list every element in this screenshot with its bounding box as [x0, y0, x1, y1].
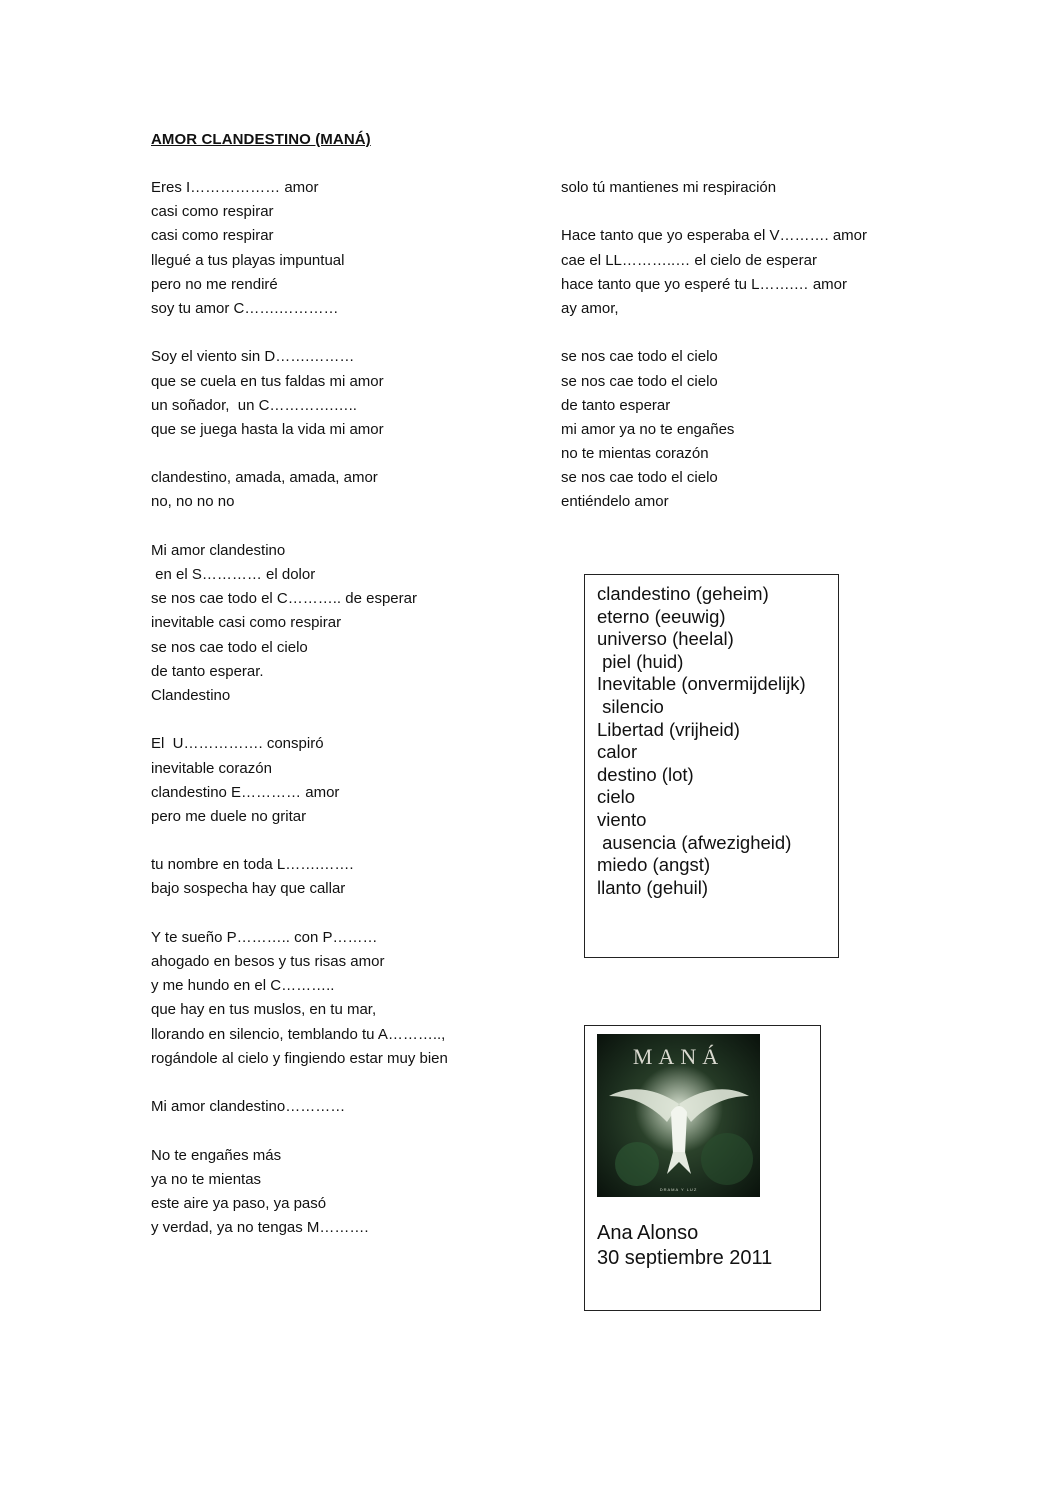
lyric-line: rogándole al cielo y fingiendo estar muy bien [151, 1049, 448, 1067]
vocabulary-item: destino (lot) [597, 763, 694, 785]
lyric-line: no te mientas corazón [561, 445, 709, 463]
lyric-line: cae el LL………..… el cielo de esperar [561, 251, 817, 269]
vocabulary-item: eterno (eeuwig) [597, 605, 726, 627]
album-cover-title: MANÁ [632, 1044, 725, 1069]
lyrics-right-column [561, 176, 867, 515]
lyric-line: no, no no no [151, 493, 235, 511]
lyric-line: Mi amor clandestino………… [151, 1098, 346, 1116]
lyric-line [151, 321, 448, 345]
lyric-line: tu nombre en toda L…….……. [151, 856, 354, 874]
lyric-line: pero no me rendiré [151, 275, 278, 293]
lyric-line: Mi amor clandestino [151, 541, 286, 559]
song-title: AMOR CLANDESTINO (MANÁ) [151, 131, 371, 148]
lyric-line [151, 829, 448, 853]
vocabulary-item: cielo [597, 786, 636, 808]
lyric-line [151, 1119, 448, 1143]
lyric-line: Soy el viento sin D…….……… [151, 348, 355, 366]
lyric-line: Y te sueño P……….. con P……… [151, 928, 378, 946]
lyric-line [151, 515, 448, 539]
lyric-line: de tanto esperar [561, 396, 671, 414]
vocabulary-item: silencio [597, 695, 664, 717]
lyric-line: y me hundo en el C……….. [151, 977, 335, 995]
album-cover-subtitle: DRAMA Y LUZ [659, 1187, 698, 1192]
lyric-line [561, 321, 867, 345]
lyric-line [151, 442, 448, 466]
lyric-line: soy tu amor C…….………… [151, 299, 339, 317]
lyric-line: El U……………. conspiró [151, 735, 324, 753]
lyric-line: y verdad, ya no tengas M………. [151, 1219, 369, 1237]
vocabulary-item: llanto (gehuil) [597, 876, 709, 898]
credit-line: 30 septiembre 2011 [597, 1247, 773, 1269]
author-credit [597, 1221, 772, 1271]
lyric-line: de tanto esperar. [151, 662, 264, 680]
lyric-line: casi como respirar [151, 227, 274, 245]
lyric-line: en el S………… el dolor [151, 566, 316, 583]
lyric-line [561, 200, 867, 224]
lyric-line: entiéndelo amor [561, 493, 669, 511]
lyrics-left-column [151, 176, 448, 1240]
lyric-line: clandestino, amada, amada, amor [151, 469, 378, 487]
lyric-line [151, 708, 448, 732]
lyric-line: mi amor ya no te engañes [561, 420, 735, 438]
vocabulary-item: calor [597, 741, 638, 763]
lyric-line: Hace tanto que yo esperaba el V………. amor [561, 227, 867, 245]
lyric-line: ay amor, [561, 299, 619, 317]
lyric-line: se nos cae todo el C……….. de esperar [151, 590, 417, 608]
lyric-line: ahogado en besos y tus risas amor [151, 953, 385, 970]
lyric-line: pero me duele no gritar [151, 807, 307, 825]
vocabulary-item: miedo (angst) [597, 854, 711, 876]
lyric-line: llorando en silencio, temblando tu A……….., [151, 1025, 446, 1043]
lyric-line: se nos cae todo el cielo [561, 372, 718, 390]
vocabulary-item: viento [597, 808, 647, 830]
lyric-line: bajo sospecha hay que callar [151, 880, 346, 898]
vocabulary-item: Libertad (vrijheid) [597, 718, 740, 740]
lyric-line: No te engañes más [151, 1146, 282, 1164]
lyric-line: ya no te mientas [151, 1170, 262, 1188]
album-cover-image [597, 1034, 760, 1197]
lyric-line [151, 902, 448, 926]
lyric-line: se nos cae todo el cielo [561, 348, 718, 366]
vocabulary-item: clandestino (geheim) [597, 583, 769, 604]
lyric-line: que se cuela en tus faldas mi amor [151, 372, 384, 390]
vocabulary-item: ausencia (afwezigheid) [597, 831, 792, 853]
lyric-line: inevitable casi como respirar [151, 614, 342, 632]
lyric-line: se nos cae todo el cielo [151, 638, 308, 656]
lyric-line: que hay en tus muslos, en tu mar, [151, 1001, 377, 1019]
album-box [584, 1025, 821, 1311]
lyric-line: este aire ya paso, ya pasó [151, 1194, 327, 1212]
lyric-line: clandestino E………… amor [151, 783, 340, 801]
lyric-line: hace tanto que yo esperé tu L…….… amor [561, 275, 847, 293]
lyric-line: se nos cae todo el cielo [561, 469, 718, 487]
lyric-line: inevitable corazón [151, 759, 272, 777]
lyric-line: Clandestino [151, 686, 231, 704]
vocabulary-item: universo (heelal) [597, 628, 734, 650]
lyric-line [151, 1071, 448, 1095]
vocabulary-list [597, 583, 806, 899]
lyric-line: que se juega hasta la vida mi amor [151, 420, 384, 438]
credit-line: Ana Alonso [597, 1222, 699, 1244]
lyric-line: solo tú mantienes mi respiración [561, 179, 777, 196]
vocabulary-box [584, 574, 839, 958]
lyric-line: casi como respirar [151, 203, 274, 221]
vocabulary-item: piel (huid) [597, 650, 684, 672]
lyric-line: Eres I……………… amor [151, 179, 319, 196]
vocabulary-item: Inevitable (onvermijdelijk) [597, 673, 806, 695]
lyric-line: llegué a tus playas impuntual [151, 251, 345, 269]
lyric-line: un soñador, un C………….….. [151, 396, 357, 414]
